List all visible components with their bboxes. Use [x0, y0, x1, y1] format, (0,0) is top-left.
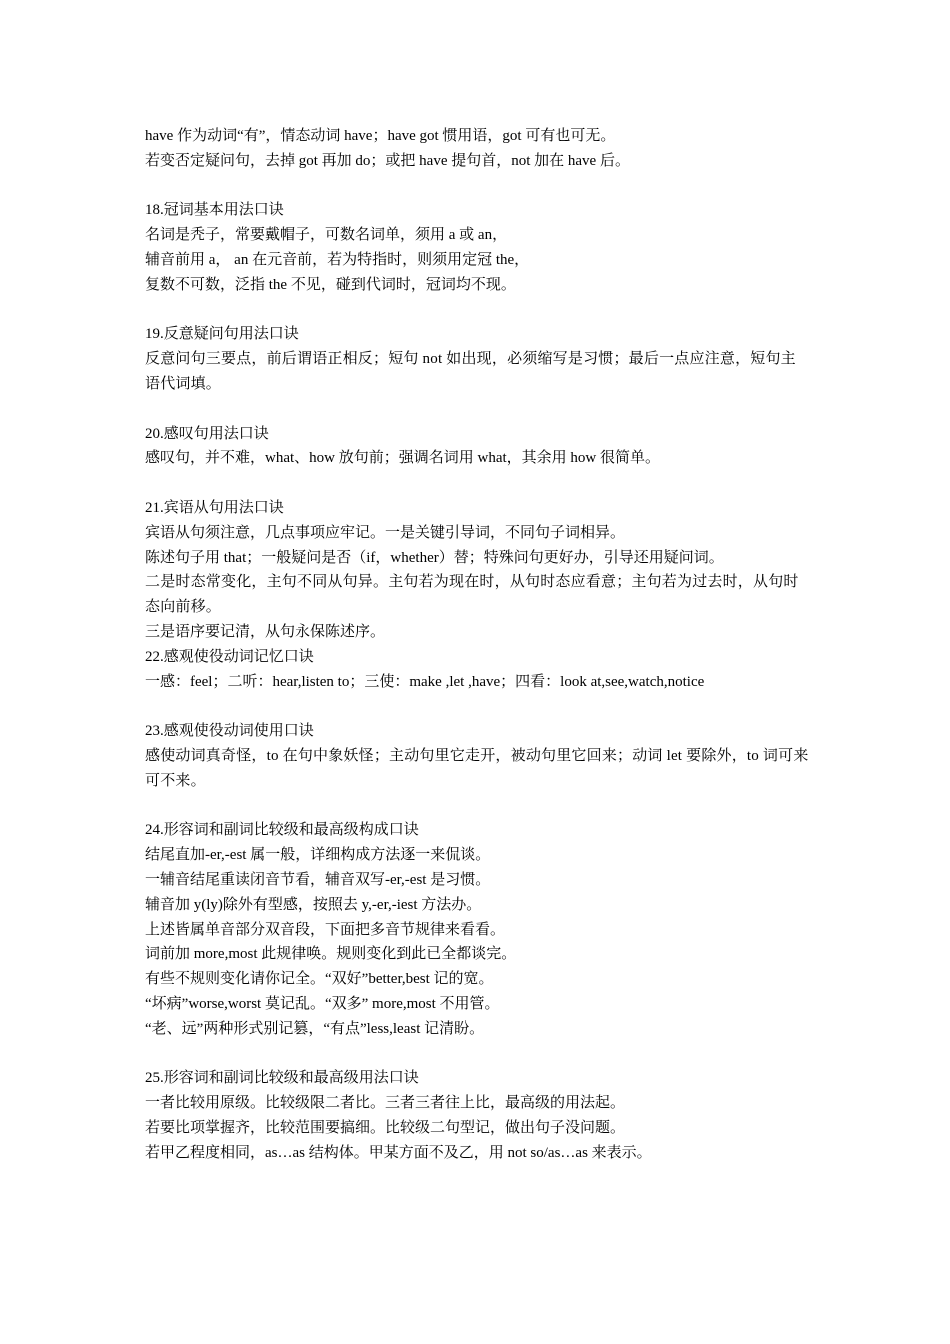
section-25-heading: 25.形容词和副词比较级和最高级用法口诀 [145, 1070, 419, 1087]
section-21-heading: 21.宾语从句用法口诀 [145, 499, 284, 516]
intro-line-2: 若变否定疑问句，去掉 got 再加 do；或把 have 提句首，not 加在 have 后。 [145, 152, 630, 169]
section-21-line-2: 陈述句子用 that；一般疑问是否（if，whether）替；特殊问句更好办，引导还用疑问词。 [145, 549, 724, 566]
section-24-line: “坏病”worse,worst 莫记乱。“双多” more,most 不用管。 [145, 995, 500, 1012]
section-21-line-1: 宾语从句须注意，几点事项应牢记。一是关键引导词，不同句子词相异。 [145, 524, 626, 541]
section-19-heading: 19.反意疑问句用法口诀 [145, 326, 299, 343]
paragraph-gap [145, 397, 810, 422]
section-18-line: 辅音前用 a， an 在元音前，若为特指时，则须用定冠 the， [145, 251, 530, 268]
section-24-line: 上述皆属单音部分双音段，下面把多音节规律来看看。 [145, 921, 506, 938]
section-22-heading: 22.感观使役动词记忆口诀 [145, 648, 314, 665]
paragraph-gap [145, 298, 810, 323]
section-23-heading: 23.感观使役动词使用口诀 [145, 723, 314, 740]
section-24-line: “老、远”两种形式别记篡，“有点”less,least 记清盼。 [145, 1020, 485, 1037]
section-21-line-3: 二是时态常变化，主句不同从句异。主句若为现在时，从句时态应看意；主句若为过去时，从句时态向前移。 [145, 574, 799, 616]
intro-line-1: have 作为动词“有”，情态动词 have；have got 惯用语，got 可有也可无。 [145, 128, 616, 144]
document-page [145, 124, 810, 1165]
section-24-heading: 24.形容词和副词比较级和最高级构成口诀 [145, 822, 419, 839]
section-24-line: 有些不规则变化请你记全。“双好”better,best 记的宽。 [145, 971, 494, 988]
section-24-line: 结尾直加-er,-est 属一般，详细构成方法逐一来侃谈。 [145, 847, 491, 864]
section-22-text: 一感：feel；二听：hear,listen to；三使：make ,let ,have；四看：look at,see,watch,notice [145, 673, 705, 690]
section-24-line: 辅音加 y(ly)除外有型感，按照去 y,-er,-iest 方法办。 [145, 896, 482, 913]
section-19-text: 反意问句三要点，前后谓语正相反；短句 not 如出现，必须缩写是习惯；最后一点应注意，短句主语代词填。 [145, 351, 796, 392]
paragraph-gap [145, 471, 810, 496]
section-18-line: 名词是秃子，常要戴帽子，可数名词单，须用 a 或 an， [145, 227, 508, 244]
section-21-line-4: 三是语序要记清，从句永保陈述序。 [145, 623, 386, 640]
section-20-text: 感叹句，并不难，what、how 放句前；强调名词用 what，其余用 how 很简单。 [145, 450, 660, 467]
section-24-line: 词前加 more,most 此规律唤。规则变化到此已全都谈完。 [145, 946, 517, 963]
section-18-line: 复数不可数，泛指 the 不见，碰到代词时，冠词均不现。 [145, 276, 516, 293]
paragraph-gap [145, 694, 810, 719]
paragraph-gap [145, 1041, 810, 1066]
section-23-text: 感使动词真奇怪，to 在句中象妖怪；主动句里它走开，被动句里它回来；动词 let 要除外，to 词可来可不来。 [145, 747, 809, 789]
section-24-line: 一辅音结尾重读闭音节看，辅音双写-er,-est 是习惯。 [145, 871, 491, 888]
section-25-line: 若要比项掌握齐，比较范围要搞细。比较级二句型记，做出句子没问题。 [145, 1119, 626, 1136]
section-25-line: 若甲乙程度相同，as…as 结构体。甲某方面不及乙，用 not so/as…as 来表示。 [145, 1144, 652, 1161]
paragraph-gap [145, 794, 810, 819]
section-18-heading: 18.冠词基本用法口诀 [145, 202, 284, 219]
paragraph-gap [145, 174, 810, 199]
section-20-heading: 20.感叹句用法口诀 [145, 425, 269, 442]
section-25-line: 一者比较用原级。比较级限二者比。三者三者往上比，最高级的用法起。 [145, 1095, 626, 1112]
